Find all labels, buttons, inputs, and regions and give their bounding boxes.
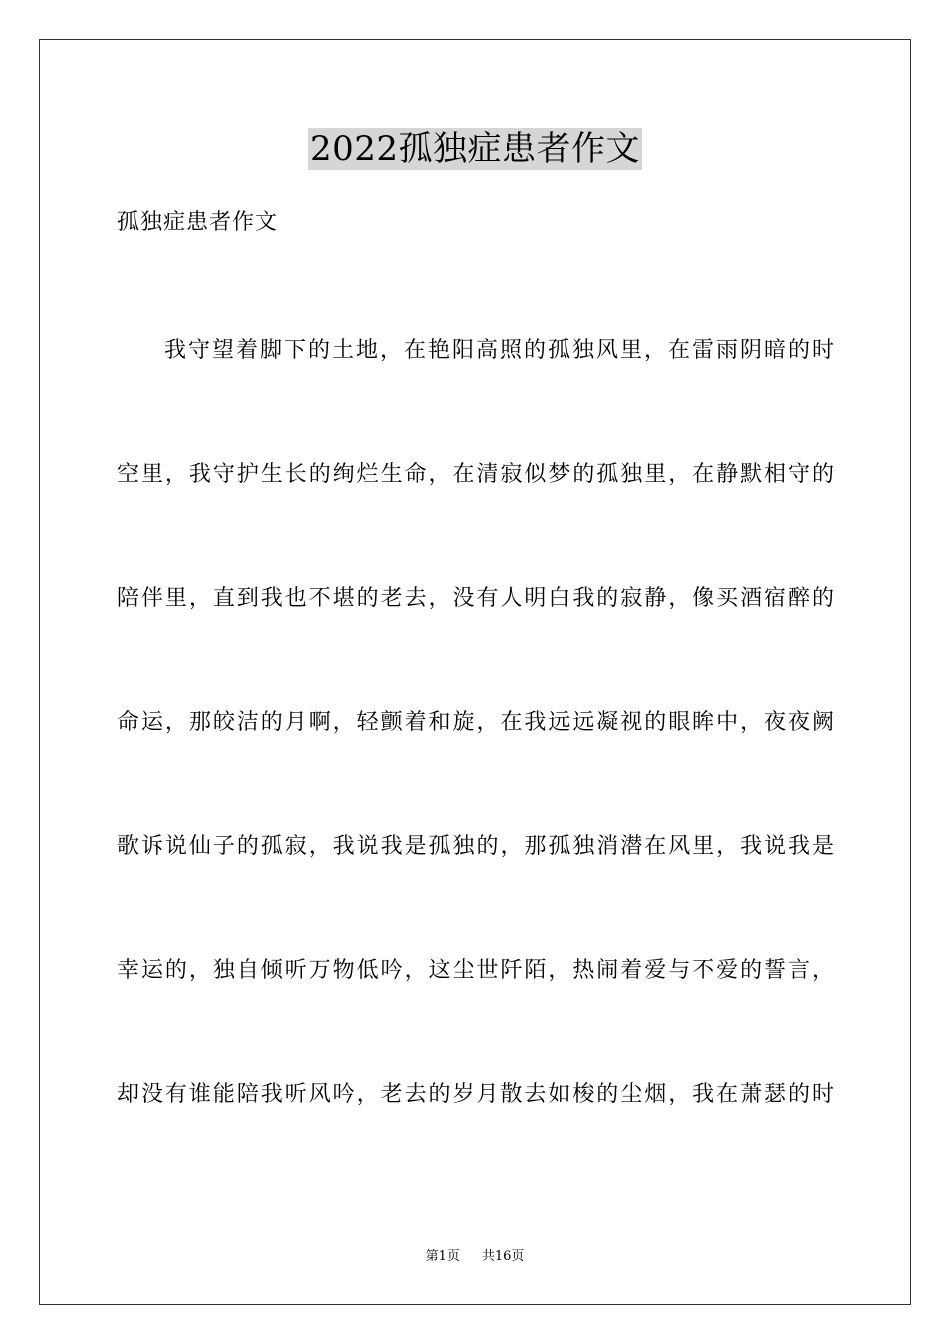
document-title: 2022孤独症患者作文 — [309, 129, 641, 169]
page-footer — [0, 1248, 950, 1266]
paragraph-line-2: 空里，我守护生长的绚烂生命，在清寂似梦的孤独里，在静默相守的 — [117, 462, 834, 487]
paragraph-line-5: 歌诉说仙子的孤寂，我说我是孤独的，那孤独消潜在风里，我说我是 — [117, 834, 834, 859]
title-container — [0, 128, 950, 170]
paragraph-line-7: 却没有谁能陪我听风吟，老去的岁月散去如梭的尘烟，我在萧瑟的时 — [117, 1082, 834, 1107]
page-number: 第1页 — [425, 1249, 460, 1264]
page-total: 共16页 — [481, 1249, 525, 1264]
paragraph-line-4: 命运，那皎洁的月啊，轻颤着和旋，在我远远凝视的眼眸中，夜夜阙 — [117, 710, 834, 735]
paragraph-line-1: 我守望着脚下的土地，在艳阳高照的孤独风里，在雷雨阴暗的时 — [164, 338, 834, 363]
paragraph-line-3: 陪伴里，直到我也不堪的老去，没有人明白我的寂静，像买酒宿醉的 — [117, 586, 834, 611]
paragraph-line-6: 幸运的，独自倾听万物低吟，这尘世阡陌，热闹着爱与不爱的誓言， — [117, 958, 834, 983]
document-subtitle: 孤独症患者作文 — [117, 210, 279, 235]
